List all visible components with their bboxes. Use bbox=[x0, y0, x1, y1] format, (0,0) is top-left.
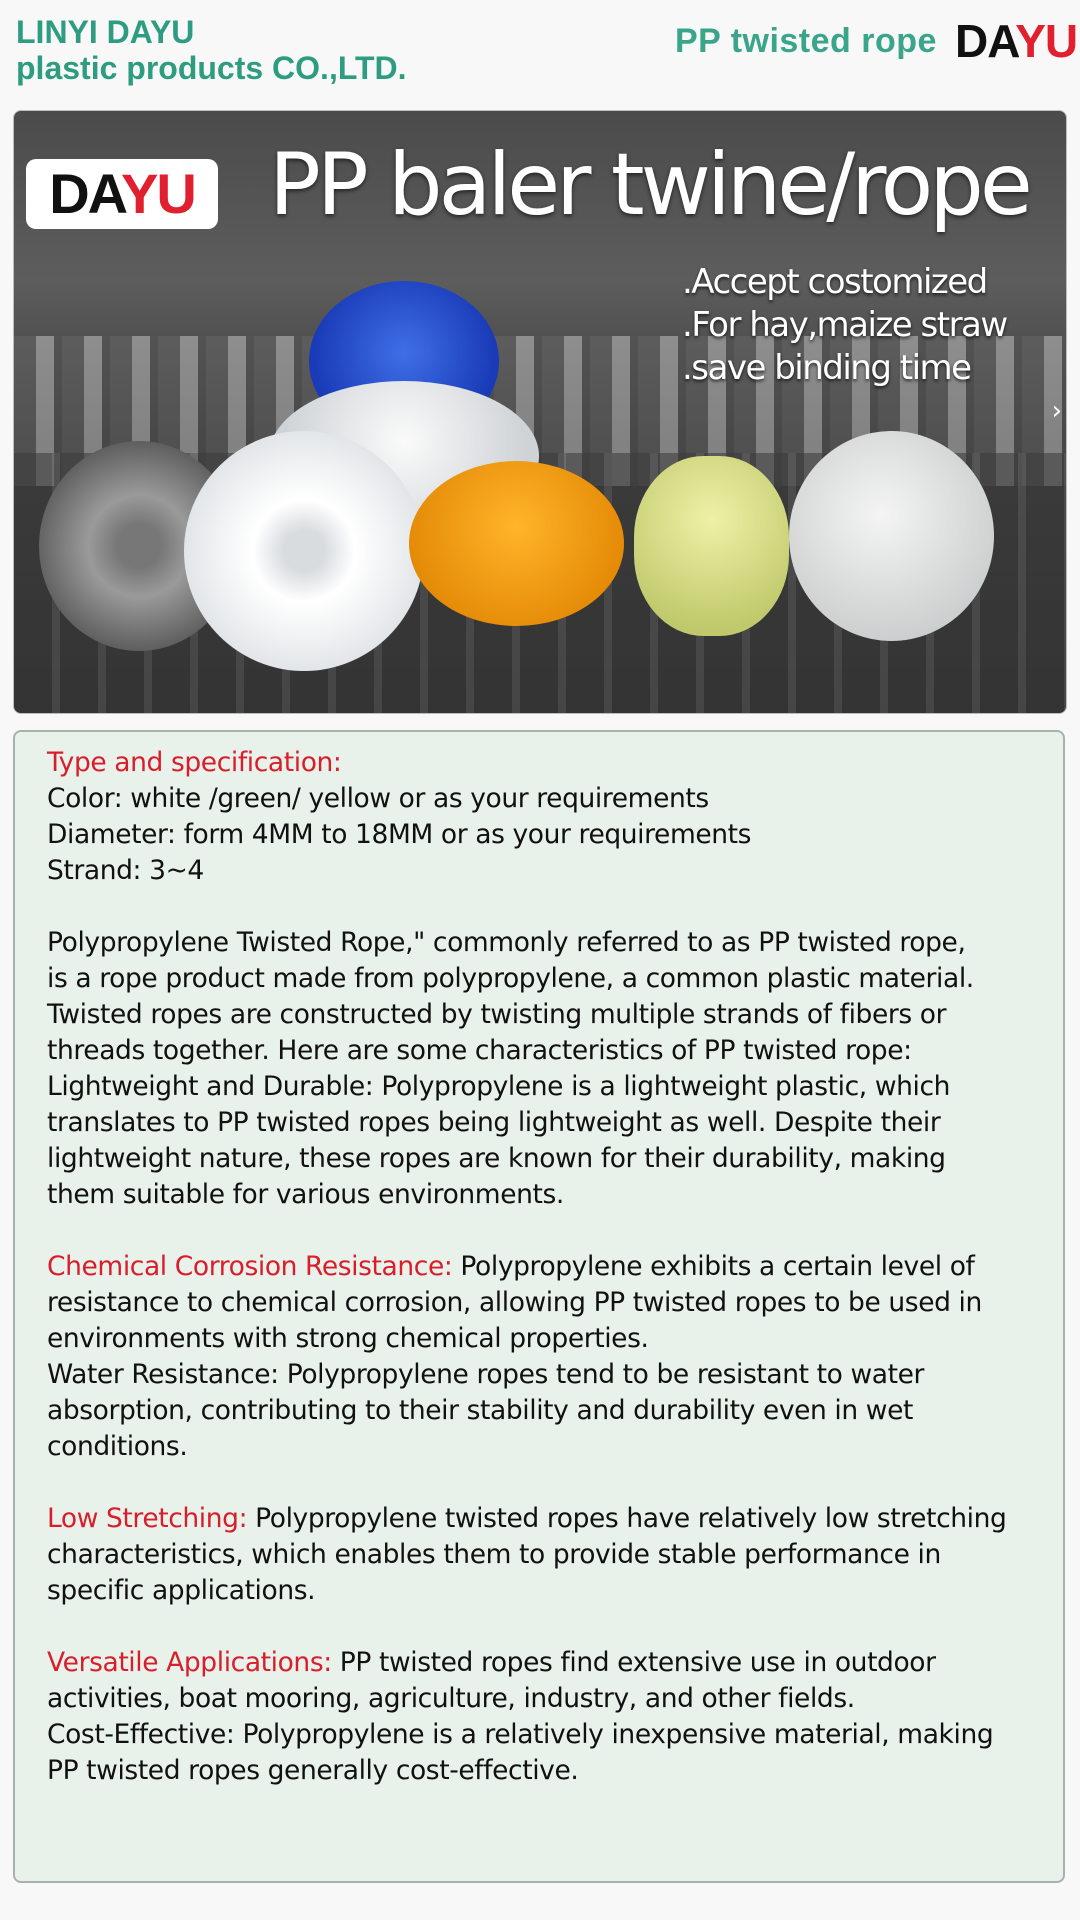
spec-heading: Type and specification: bbox=[47, 747, 342, 778]
banner-title: PP baler twine/rope bbox=[269, 135, 1029, 235]
green-twine-spool bbox=[634, 456, 789, 636]
spec-section bbox=[47, 745, 1063, 889]
white-twine-spool bbox=[789, 431, 994, 641]
orange-rope-coil bbox=[409, 461, 624, 626]
versatile-text: PP twisted ropes find extensive use in outdoor activities, boat mooring, agriculture, industry, and other fields. Cost-Effective: Polypropylene is a relatively inexpensive material, making PP twisted ropes generally cost-effective. bbox=[47, 1647, 994, 1786]
brand-logo-part2: YU bbox=[1015, 15, 1078, 67]
brand-logo bbox=[955, 14, 1077, 68]
banner-bullet: .For hay,maize straw bbox=[682, 305, 1007, 345]
stretching-heading: Low Stretching: bbox=[47, 1503, 248, 1534]
chevron-right-icon[interactable]: › bbox=[1051, 396, 1062, 426]
banner-logo-part2: YU bbox=[120, 162, 195, 225]
white-rope-coil bbox=[184, 431, 424, 671]
banner-bullets bbox=[682, 261, 1007, 390]
company-name bbox=[16, 14, 407, 86]
banner-bullet: .Accept costomized bbox=[682, 262, 987, 302]
description-panel bbox=[13, 730, 1065, 1883]
spec-lines: Color: white /green/ yellow or as your requirements Diameter: form 4MM to 18MM or as your requirements Strand: 3~4 bbox=[47, 783, 752, 886]
company-name-line2: plastic products CO.,LTD. bbox=[16, 50, 407, 86]
versatile-heading: Versatile Applications: bbox=[47, 1647, 332, 1678]
banner-logo bbox=[26, 159, 218, 229]
banner-logo-part1: DA bbox=[49, 162, 121, 225]
stretching-section bbox=[47, 1501, 1063, 1609]
chemical-text: Polypropylene exhibits a certain level of resistance to chemical corrosion, allowing PP twisted ropes to be used in environments with strong chemical properties. Water Resistance: Polypropylene ropes tend to be resistant to water absorption, contributing to their stability and durability even in wet conditions. bbox=[47, 1251, 982, 1462]
brand-logo-part1: DA bbox=[955, 15, 1016, 67]
banner-bullet: .save binding time bbox=[682, 348, 971, 388]
product-name: PP twisted rope bbox=[675, 22, 937, 60]
chemical-section bbox=[47, 1249, 1063, 1465]
chemical-heading: Chemical Corrosion Resistance: bbox=[47, 1251, 453, 1282]
versatile-section bbox=[47, 1645, 1063, 1789]
product-banner[interactable] bbox=[13, 110, 1067, 714]
stretching-text: Polypropylene twisted ropes have relatively low stretching characteristics, which enables them to provide stable performance in specific applications. bbox=[47, 1503, 1007, 1606]
company-name-line1: LINYI DAYU bbox=[16, 14, 195, 50]
intro-paragraph: Polypropylene Twisted Rope," commonly referred to as PP twisted rope, is a rope product made from polypropylene, a common plastic material. Twisted ropes are constructed by twisting multiple strands of fibers or threads together. Here are some characteristics of PP twisted rope: Lightweight and Durable: Polypropylene is a lightweight plastic, which translates to PP twisted ropes being lightweight as well. Despite their lightweight nature, these ropes are known for their durability, making them suitable for various environments. bbox=[47, 927, 974, 1210]
